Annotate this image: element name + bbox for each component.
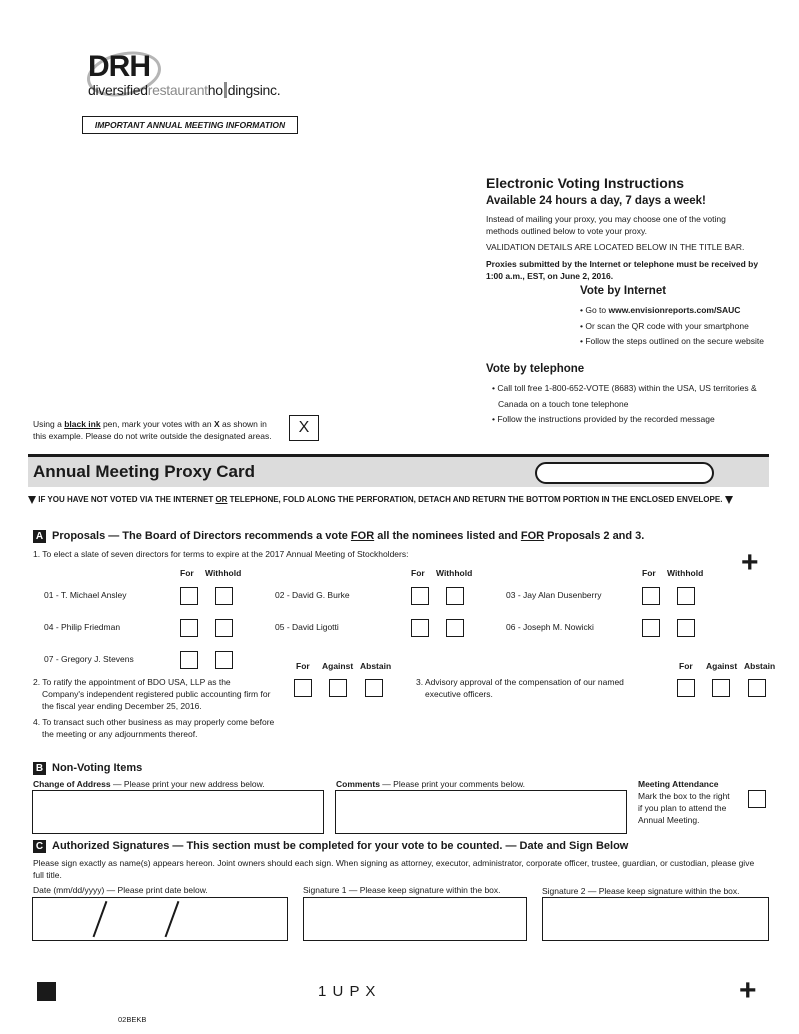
comments-label: Comments — Please print your comments below.: [336, 779, 525, 789]
col-abstain: Abstain: [360, 661, 392, 671]
proposal-3-for-checkbox[interactable]: [677, 679, 695, 697]
nominee-01-withhold-checkbox[interactable]: [215, 587, 233, 605]
col-against: Against: [322, 661, 354, 671]
nominee-label: 04 - Philip Friedman: [44, 622, 121, 632]
nominee-04-for-checkbox[interactable]: [180, 619, 198, 637]
ink-instructions: Using a black ink pen, mark your votes with an X as shown in this example. Please do not write outside the designated areas.: [33, 419, 272, 441]
fold-notice: IF YOU HAVE NOT VOTED VIA THE INTERNET OR TELEPHONE, FOLD ALONG THE PERFORATION, DETACH AND RETURN THE BOTTOM PORTION IN THE ENCLOSED ENVELOPE.: [28, 495, 773, 504]
section-a-badge: A: [33, 530, 46, 543]
validation-details-field: [535, 462, 714, 484]
fork-icon: [224, 82, 227, 98]
section-a-title: Proposals — The Board of Directors recommends a vote FOR all the nominees listed and FOR Proposals 2 and 3.: [52, 530, 645, 542]
section-c-title: Authorized Signatures — This section must be completed for your vote to be counted. — Date and Sign Below: [52, 840, 629, 852]
availability-text: Available 24 hours a day, 7 days a week!: [486, 195, 706, 207]
col-withhold: Withhold: [205, 568, 242, 578]
nominee-07-for-checkbox[interactable]: [180, 651, 198, 669]
nominee-06-withhold-checkbox[interactable]: [677, 619, 695, 637]
nominee-label: 07 - Gregory J. Stevens: [44, 654, 134, 664]
validation-text: VALIDATION DETAILS ARE LOCATED BELOW IN THE TITLE BAR.: [486, 242, 745, 252]
plus-mark: +: [739, 974, 757, 1007]
registration-square: [37, 982, 56, 1001]
proposal-3-text: 3. Advisory approval of the compensation of our named executive officers.: [416, 677, 624, 699]
proxy-card-title: Annual Meeting Proxy Card: [33, 462, 255, 481]
change-of-address-field[interactable]: [32, 790, 324, 834]
nominee-label: 06 - Joseph M. Nowicki: [506, 622, 594, 632]
col-for: For: [679, 661, 693, 671]
proposal-2-against-checkbox[interactable]: [329, 679, 347, 697]
col-for: For: [180, 568, 194, 578]
deadline-text: Proxies submitted by the Internet or telephone must be received by 1:00 a.m., EST, on June 2, 2016.: [486, 259, 759, 281]
meeting-attendance-checkbox[interactable]: [748, 790, 766, 808]
signature-2-label: Signature 2 — Please keep signature within the box.: [542, 886, 740, 896]
form-id: 02BEKB: [118, 1015, 147, 1024]
nominee-05-for-checkbox[interactable]: [411, 619, 429, 637]
col-for: For: [296, 661, 310, 671]
nominee-02-for-checkbox[interactable]: [411, 587, 429, 605]
internet-heading: Vote by Internet: [580, 285, 667, 297]
logo-mark: DRH: [88, 50, 150, 83]
col-withhold: Withhold: [667, 568, 704, 578]
nominee-label: 03 - Jay Alan Dusenberry: [506, 590, 602, 600]
nominee-03-for-checkbox[interactable]: [642, 587, 660, 605]
signature-instructions: Please sign exactly as name(s) appears hereon. Joint owners should each sign. When signing as attorney, executor, administrator, corporate officer, trustee, guardian, or custodian, please give full title.: [33, 858, 755, 880]
section-b-title: Non-Voting Items: [52, 762, 143, 774]
signature-1-label: Signature 1 — Please keep signature within the box.: [303, 885, 501, 895]
proposal-2-for-checkbox[interactable]: [294, 679, 312, 697]
nominee-01-for-checkbox[interactable]: [180, 587, 198, 605]
col-abstain: Abstain: [744, 661, 776, 671]
proposal-3-against-checkbox[interactable]: [712, 679, 730, 697]
down-triangle-icon: [28, 496, 36, 504]
change-of-address-label: Change of Address — Please print your new address below.: [33, 779, 265, 789]
date-field[interactable]: [32, 897, 288, 941]
internet-steps: • Go to www.envisionreports.com/SAUC • Or scan the QR code with your smartphone • Follow the steps outlined on the secure website: [580, 305, 764, 346]
nominee-03-withhold-checkbox[interactable]: [677, 587, 695, 605]
signature-2-field[interactable]: [542, 897, 769, 941]
phone-heading: Vote by telephone: [486, 363, 585, 375]
date-label: Date (mm/dd/yyyy) — Please print date below.: [33, 885, 208, 895]
important-meeting-label: IMPORTANT ANNUAL MEETING INFORMATION: [82, 116, 298, 134]
form-code: 1 U P X: [318, 983, 377, 1000]
nominee-02-withhold-checkbox[interactable]: [446, 587, 464, 605]
comments-field[interactable]: [335, 790, 627, 834]
nominee-label: 02 - David G. Burke: [275, 590, 350, 600]
proposal-3-abstain-checkbox[interactable]: [748, 679, 766, 697]
proposal-2-abstain-checkbox[interactable]: [365, 679, 383, 697]
nominee-04-withhold-checkbox[interactable]: [215, 619, 233, 637]
col-against: Against: [706, 661, 738, 671]
example-mark-box: X: [289, 415, 319, 441]
down-triangle-icon: [725, 496, 733, 504]
col-withhold: Withhold: [436, 568, 473, 578]
nominee-label: 01 - T. Michael Ansley: [44, 590, 127, 600]
col-for: For: [642, 568, 656, 578]
nominee-07-withhold-checkbox[interactable]: [215, 651, 233, 669]
proposal-1-text: 1. To elect a slate of seven directors for terms to expire at the 2017 Annual Meeting of Stockholders:: [33, 549, 409, 559]
voting-intro: Instead of mailing your proxy, you may choose one of the voting methods outlined below to vote your proxy.: [486, 214, 726, 236]
plus-mark: +: [741, 546, 759, 579]
signature-1-field[interactable]: [303, 897, 527, 941]
proposal-4-text: 4. To transact such other business as may properly come before the meeting or any adjournments thereof.: [33, 717, 275, 739]
proposal-2-text: 2. To ratify the appointment of BDO USA, LLP as the Company's independent registered public accounting firm for the fiscal year ending December 25, 2016.: [33, 677, 271, 711]
section-c-badge: C: [33, 840, 46, 853]
company-name: diversifiedrestaurantho dingsinc.: [88, 82, 281, 98]
phone-steps: • Call toll free 1-800-652-VOTE (8683) within the USA, US territories & Canada on a touch tone telephone • Follow the instructions provided by the recorded message: [492, 383, 757, 424]
internet-url[interactable]: www.envisionreports.com/SAUC: [608, 305, 741, 315]
meeting-attendance-label: Meeting Attendance Mark the box to the right if you plan to attend the Annual Meeting.: [638, 779, 730, 825]
nominee-label: 05 - David Ligotti: [275, 622, 339, 632]
section-b-badge: B: [33, 762, 46, 775]
nominee-06-for-checkbox[interactable]: [642, 619, 660, 637]
col-for: For: [411, 568, 425, 578]
nominee-05-withhold-checkbox[interactable]: [446, 619, 464, 637]
electronic-voting-title: Electronic Voting Instructions: [486, 175, 685, 191]
